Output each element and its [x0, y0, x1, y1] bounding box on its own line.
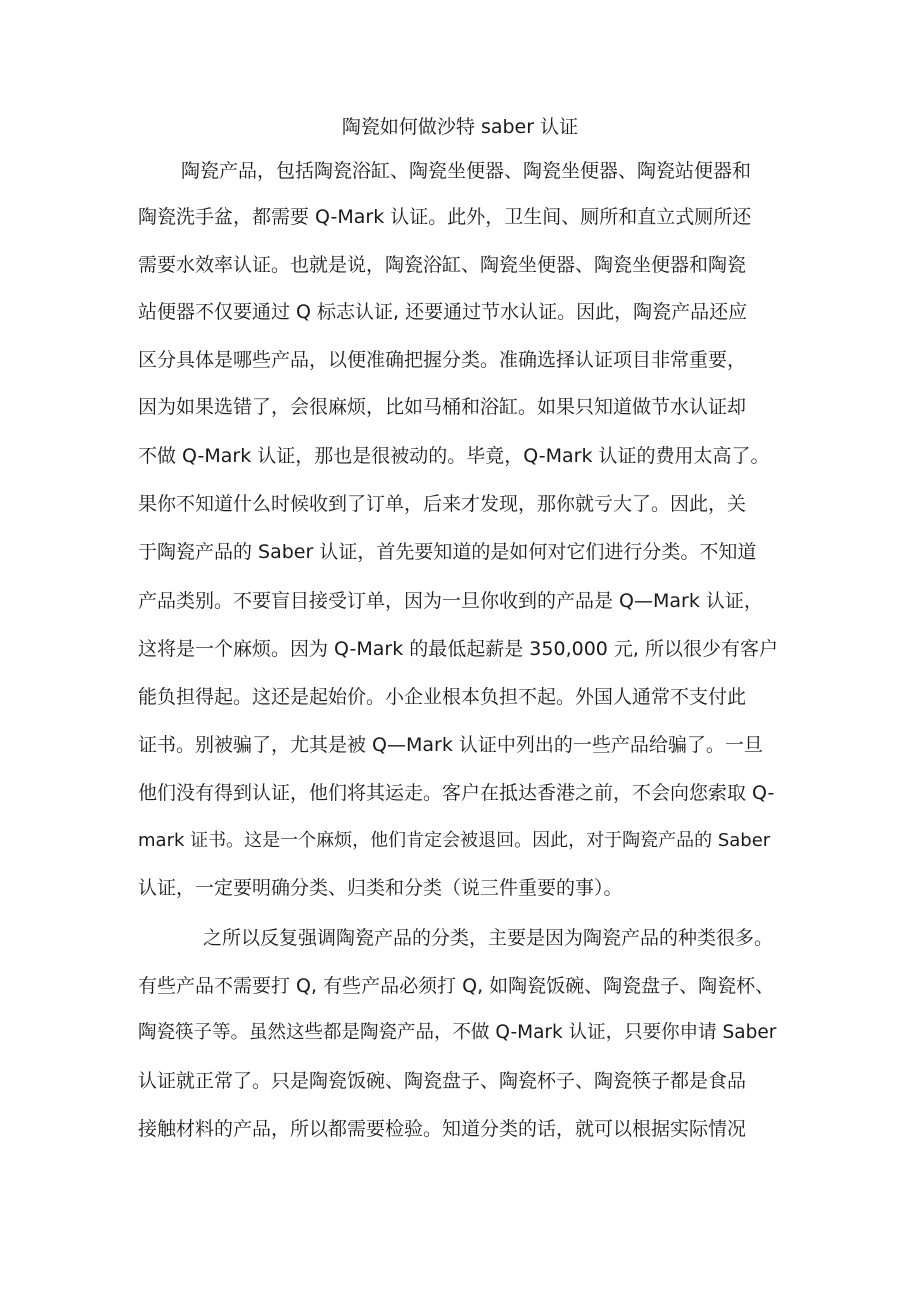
- text-line: 他们没有得到认证，他们将其运走。客户在抵达香港之前，不会向您索取 Q-: [138, 782, 775, 804]
- text-line: 有些产品不需要打 Q, 有些产品必须打 Q, 如陶瓷饭碗、陶瓷盘子、陶瓷杯、: [138, 975, 775, 997]
- text-line: 因为如果选错了，会很麻烦，比如马桶和浴缸。如果只知道做节水认证却: [138, 396, 747, 418]
- text-line: 于陶瓷产品的 Saber 认证，首先要知道的是如何对它们进行分类。不知道: [138, 541, 757, 563]
- text-line: 这将是一个麻烦。因为 Q-Mark 的最低起薪是 350,000 元, 所以很少有客户: [138, 638, 778, 660]
- text-line: 不做 Q-Mark 认证，那也是很被动的。毕竟，Q-Mark 认证的费用太高了。: [138, 445, 770, 467]
- text-line: 果你不知道什么时候收到了订单，后来才发现，那你就亏大了。因此，关: [138, 493, 747, 515]
- text-line: 证书。别被骗了，尤其是被 Q—Mark 认证中列出的一些产品给骗了。一旦: [138, 734, 763, 756]
- text-line: 陶瓷筷子等。虽然这些都是陶瓷产品，不做 Q-Mark 认证，只要你申请 Saber: [138, 1022, 777, 1043]
- text-line: 区分具体是哪些产品，以便准确把握分类。准确选择认证项目非常重要，: [138, 349, 747, 371]
- text-line: 之所以反复强调陶瓷产品的分类，主要是因为陶瓷产品的种类很多。: [203, 927, 774, 949]
- text-line: 产品类别。不要盲目接受订单，因为一旦你收到的产品是 Q—Mark 认证，: [138, 590, 763, 612]
- text-line: 接触材料的产品，所以都需要检验。知道分类的话，就可以根据实际情况: [138, 1118, 747, 1140]
- text-line: mark 证书。这是一个麻烦，他们肯定会被退回。因此，对于陶瓷产品的 Saber: [138, 830, 771, 851]
- text-line: 站便器不仅要通过 Q 标志认证, 还要通过节水认证。因此，陶瓷产品还应: [138, 301, 748, 323]
- text-line: 需要水效率认证。也就是说，陶瓷浴缸、陶瓷坐便器、陶瓷坐便器和陶瓷: [138, 254, 747, 276]
- text-line: 能负担得起。这还是起始价。小企业根本负担不起。外国人通常不支付此: [138, 686, 747, 708]
- text-line: 认证就正常了。只是陶瓷饭碗、陶瓷盘子、陶瓷杯子、陶瓷筷子都是食品: [138, 1070, 747, 1092]
- document-title: 陶瓷如何做沙特 saber 认证: [341, 116, 579, 138]
- text-line: 认证，一定要明确分类、归类和分类（说三件重要的事）。: [138, 877, 623, 899]
- text-line: 陶瓷产品，包括陶瓷浴缸、陶瓷坐便器、陶瓷坐便器、陶瓷站便器和: [181, 160, 752, 182]
- text-line: 陶瓷洗手盆，都需要 Q-Mark 认证。此外，卫生间、厕所和直立式厕所还: [138, 206, 752, 228]
